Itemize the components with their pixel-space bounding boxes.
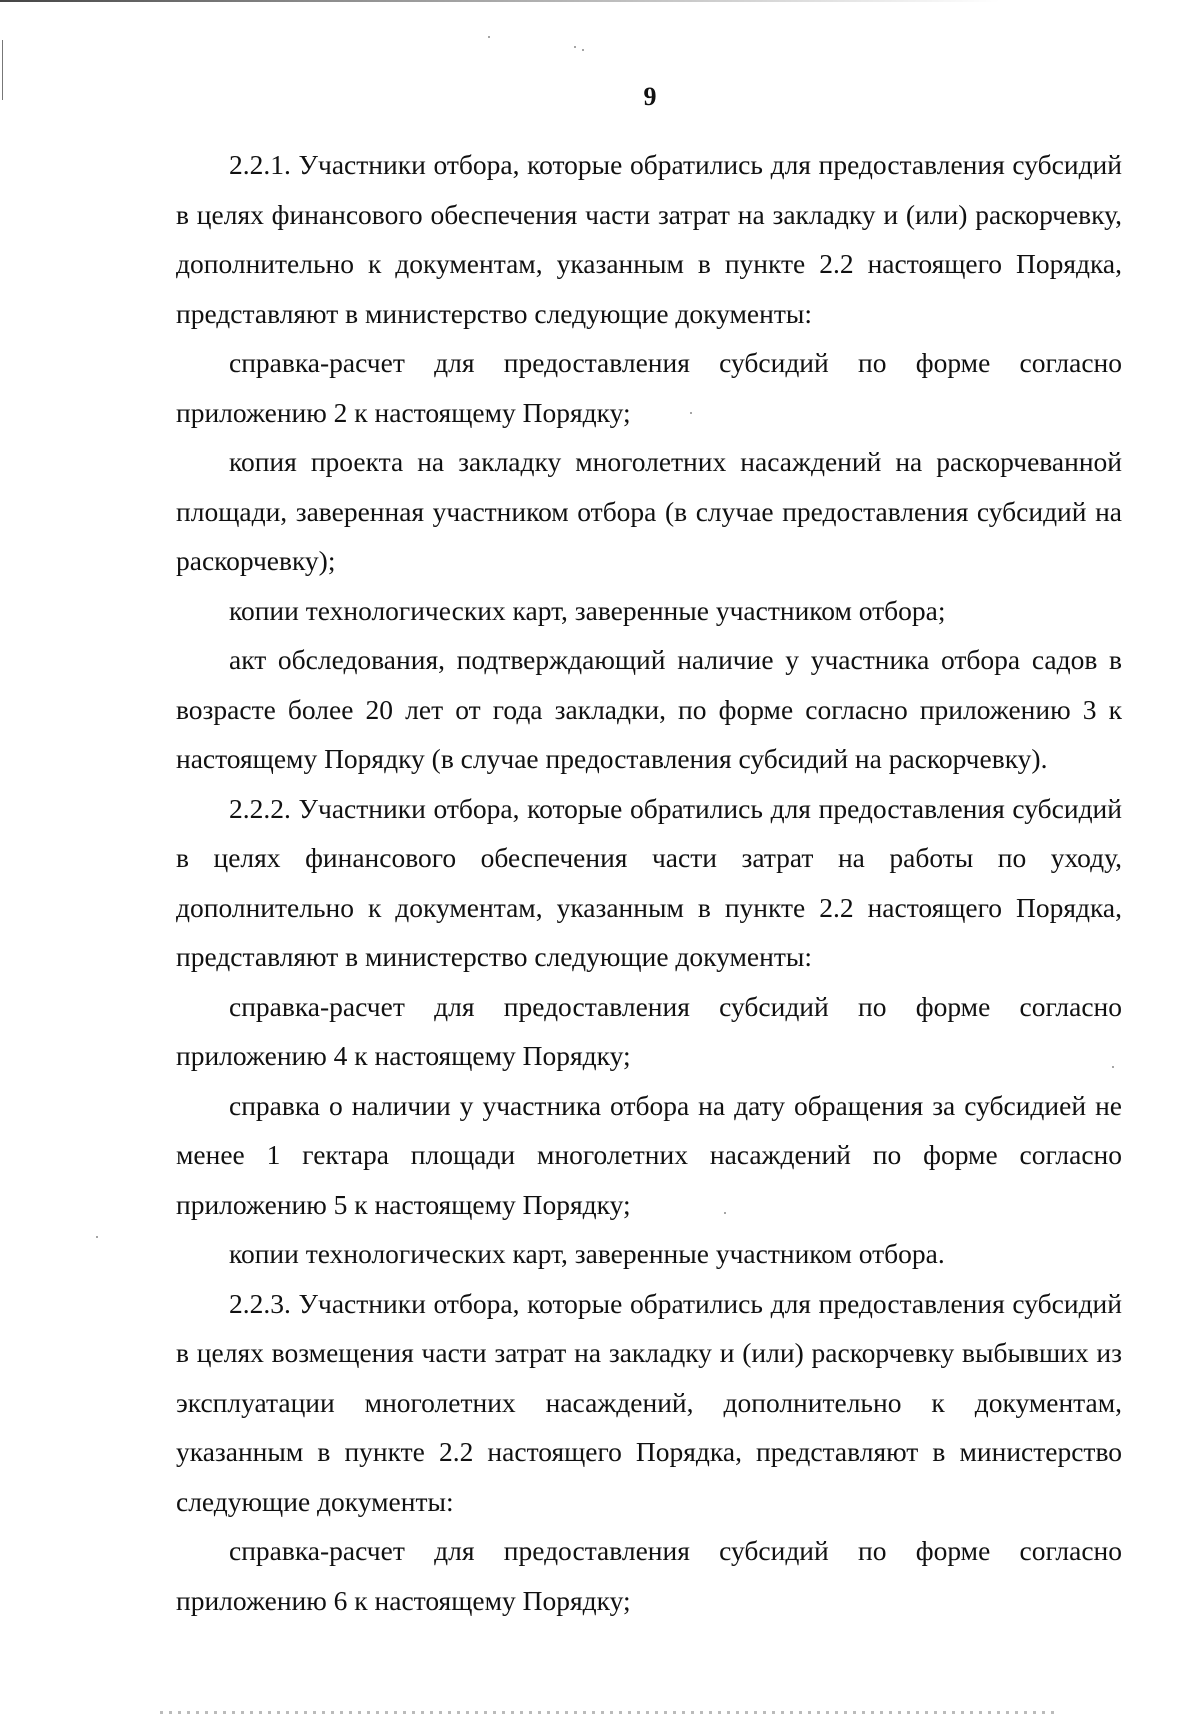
document-body — [176, 140, 1122, 1625]
paragraph-area-certificate: справка о наличии у участника отбора на дату обращения за субсидией не менее 1 гектара площади многолетних насаждений по форме согласно приложению 5 к настоящему Порядку; — [176, 1089, 1122, 1220]
paragraph-tech-cards-2: копии технологических карт, заверенные участником отбора. — [229, 1238, 945, 1269]
paragraph-calc-appendix-6: справка-расчет для предоставления субсидий по форме согласно приложению 6 к настоящему Порядку; — [176, 1535, 1122, 1616]
paragraph-calc-appendix-4: справка-расчет для предоставления субсидий по форме согласно приложению 4 к настоящему Порядку; — [176, 990, 1122, 1071]
paragraph-2-2-3: 2.2.3. Участники отбора, которые обратились для предоставления субсидий в целях возмещения части затрат на закладку и (или) раскорчевку выбывших из эксплуатации многолетних насаждений, дополнительно к документам, указанным в пункте 2.2 настоящего Порядка, представляют в министерство следующие документы: — [176, 1287, 1122, 1517]
paragraph-tech-cards-1: копии технологических карт, заверенные участником отбора; — [229, 594, 946, 626]
paragraph-2-2-1: 2.2.1. Участники отбора, которые обратились для предоставления субсидий в целях финансового обеспечения части затрат на закладку и (или) раскорчевку, дополнительно к документам, указанным в пункте 2.2 настоящего Порядка, представляют в министерство следующие документы: — [176, 149, 1122, 329]
paragraph-2-2-2: 2.2.2. Участники отбора, которые обратились для предоставления субсидий в целях финансового обеспечения части затрат на работы по уходу, дополнительно к документам, указанным в пункте 2.2 настоящего Порядка, представляют в министерство следующие документы: — [176, 792, 1122, 972]
scan-speck — [96, 1236, 98, 1238]
paragraph-project-copy: копия проекта на закладку многолетних насаждений на раскорчеванной площади, заверенная участником отбора (в случае предоставления субсидий на раскорчевку); — [176, 446, 1122, 576]
scan-speck — [488, 36, 490, 38]
scan-edge-top — [0, 0, 1000, 2]
scan-speck — [574, 46, 576, 48]
paragraph-calc-appendix-2: справка-расчет для предоставления субсидий по форме согласно приложению 2 к настоящему Порядку; — [176, 347, 1122, 428]
scan-speck — [582, 49, 584, 51]
paragraph-inspection-act: акт обследования, подтверждающий наличие у участника отбора садов в возрасте более 20 лет от года закладки, по форме согласно приложению 3 к настоящему Порядку (в случае предоставления субсидий на раскорчевку). — [176, 644, 1122, 774]
page-number: 9 — [643, 82, 657, 111]
